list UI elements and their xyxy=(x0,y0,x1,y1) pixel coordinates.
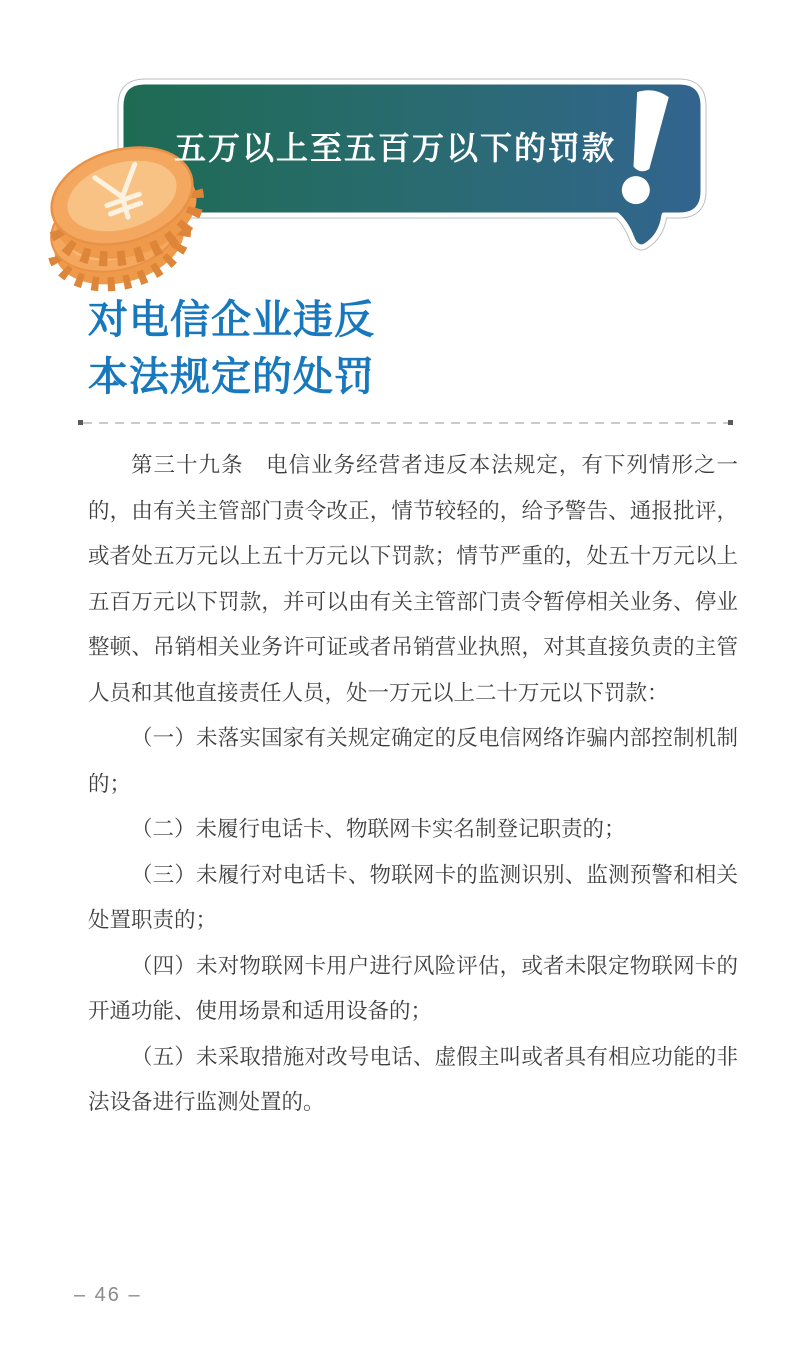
page-title-line1: 对电信企业违反 xyxy=(88,298,375,342)
banner-title: 五万以上至五百万以下的罚款 xyxy=(173,130,616,166)
article-paragraph-1: 第三十九条 电信业务经营者违反本法规定，有下列情形之一的，由有关主管部门责令改正，情节较轻的，给予警告、通报批评，或者处五万元以上五十万元以下罚款；情节严重的，处五十万元以上五百万元以下罚款，并可以由有关主管部门责令暂停相关业务、停业整顿、吊销相关业务许可证或者吊销营业执照，对其直接负责的主管人员和其他直接责任人员，处一万元以上二十万元以下罚款： xyxy=(88,453,738,705)
page-number: – 46 – xyxy=(74,1284,142,1306)
divider-line xyxy=(83,422,728,424)
article-body xyxy=(88,443,738,1126)
article-paragraph-5: （四）未对物联网卡用户进行风险评估，或者未限定物联网卡的开通功能、使用场景和适用设备的； xyxy=(88,953,738,1023)
article-paragraph-4: （三）未履行对电话卡、物联网卡的监测识别、监测预警和相关处置职责的； xyxy=(88,862,738,932)
article-paragraph-2: （一）未落实国家有关规定确定的反电信网络诈骗内部控制机制的； xyxy=(88,726,738,796)
page-title xyxy=(88,292,375,406)
page-title-line2: 本法规定的处罚 xyxy=(88,355,375,399)
article-paragraph-3: （二）未履行电话卡、物联网卡实名制登记职责的； xyxy=(131,817,626,841)
dashed-divider xyxy=(78,420,733,426)
article-paragraph-6: （五）未采取措施对改号电话、虚假主叫或者具有相应功能的非法设备进行监测处置的。 xyxy=(88,1044,738,1114)
divider-dot-right xyxy=(728,420,733,425)
